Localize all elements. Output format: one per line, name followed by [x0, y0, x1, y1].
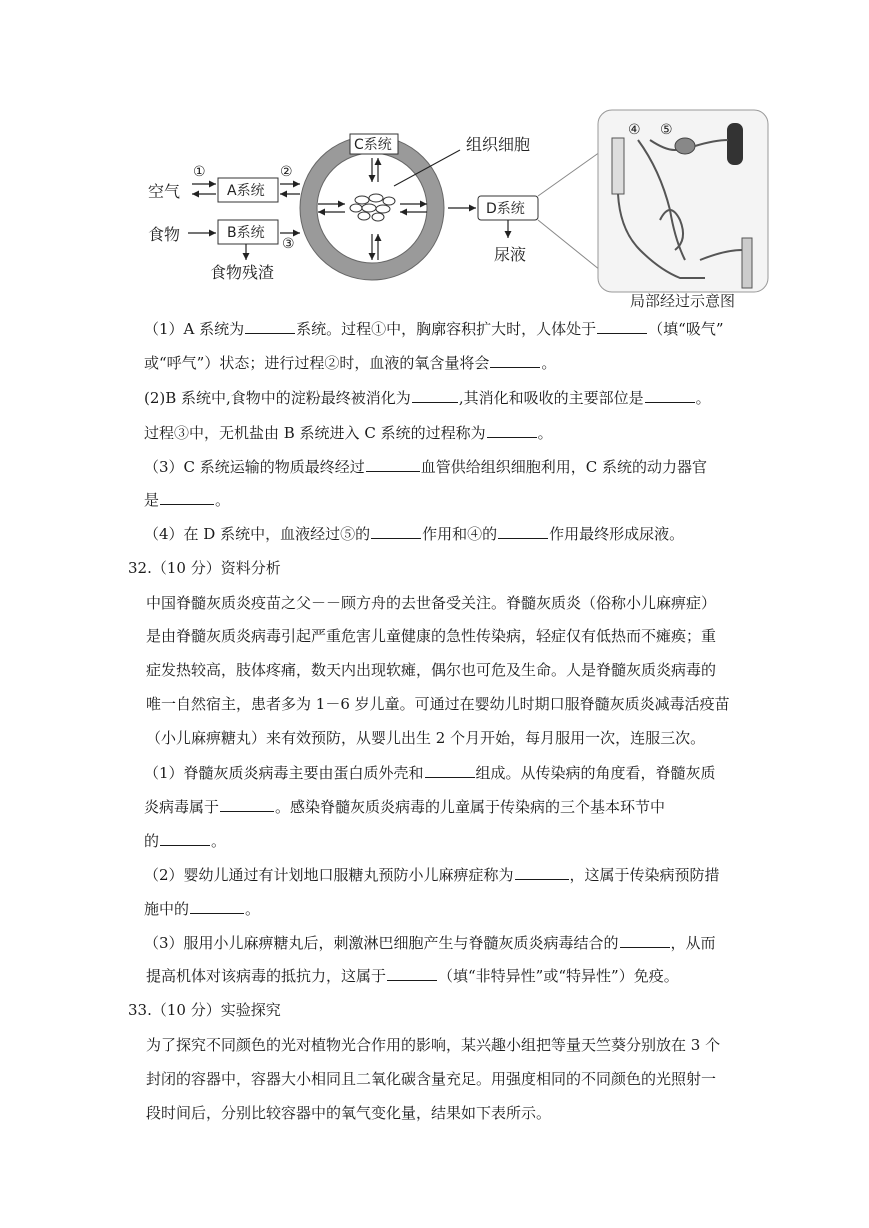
q33-passage-line-2: 封闭的容器中，容器大小相同且二氧化碳含量充足。用强度相同的不同颜色的光照射一: [146, 1070, 717, 1088]
q33-header: 33.（10 分）实验探究: [128, 1001, 281, 1019]
answer-blank[interactable]: [160, 489, 214, 505]
air-label: 空气: [148, 182, 181, 201]
answer-blank[interactable]: [487, 422, 537, 438]
q32-passage-line-4: 唯一自然宿主，患者多为 1－6 岁儿童。可通过在婴幼儿时期口服脊髓灰质炎减毒活疫苗: [146, 695, 730, 713]
answer-blank[interactable]: [190, 898, 244, 914]
mark-5: ⑤: [660, 122, 673, 138]
q32-item-1-line-3: 的 。: [144, 832, 227, 850]
d-system-label: D系统: [486, 201, 525, 217]
answer-blank[interactable]: [220, 796, 274, 812]
answer-blank[interactable]: [620, 932, 670, 948]
food-label: 食物: [148, 225, 181, 244]
inset-caption: 局部经过示意图: [630, 292, 736, 310]
urine-label: 尿液: [494, 245, 527, 264]
answer-blank[interactable]: [515, 864, 569, 880]
answer-blank[interactable]: [645, 387, 695, 403]
q31-item-3-line-2: 是 。: [144, 491, 231, 509]
q31-item-2-line-2: 过程③中，无机盐由 B 系统进入 C 系统的过程称为 。: [144, 424, 553, 442]
mark-4: ④: [628, 122, 641, 138]
q32-item-3-line-1: （3）服用小儿麻痹糖丸后，刺激淋巴细胞产生与脊髓灰质炎病毒结合的 ，从而: [144, 934, 716, 952]
q32-passage-line-5: （小儿麻痹糖丸）来有效预防，从婴儿出生 2 个月开始，每月服用一次，连服三次。: [146, 729, 706, 747]
q32-item-3-line-2: 提高机体对该病毒的抵抗力，这属于 （填“非特异性”或“特异性”）免疫。: [146, 967, 679, 985]
q32-header: 32.（10 分）资料分析: [128, 559, 281, 577]
human-body-systems-diagram: [140, 100, 780, 315]
q32-item-1-line-1: （1）脊髓灰质炎病毒主要由蛋白质外壳和 组成。从传染病的角度看，脊髓灰质: [144, 764, 716, 782]
q32-passage-line-2: 是由脊髓灰质炎病毒引起严重危害儿童健康的急性传染病，轻症仅有低热而不瘫痪；重: [146, 627, 717, 645]
process-3-mark: ③: [282, 236, 295, 252]
answer-blank[interactable]: [160, 830, 210, 846]
answer-blank[interactable]: [387, 965, 437, 981]
q31-item-1-line-1: （1）A 系统为 系统。过程①中，胸廓容积扩大时，人体处于 （填“吸气”: [144, 320, 724, 338]
c-system-label: C系统: [354, 137, 392, 153]
process-2-mark: ②: [280, 164, 293, 180]
q31-item-3-line-1: （3）C 系统运输的物质最终经过 血管供给组织细胞利用，C 系统的动力器官: [144, 458, 708, 476]
q32-passage-line-1: 中国脊髓灰质炎疫苗之父－－顾方舟的去世备受关注。脊髓灰质炎（俗称小儿麻痹症）: [146, 594, 717, 612]
answer-blank[interactable]: [245, 318, 295, 334]
a-system-label: A系统: [227, 183, 265, 199]
answer-blank[interactable]: [498, 523, 548, 539]
q33-passage-line-1: 为了探究不同颜色的光对植物光合作用的影响，某兴趣小组把等量天竺葵分别放在 3 个: [146, 1036, 721, 1054]
process-1-mark: ①: [193, 164, 206, 180]
answer-blank[interactable]: [597, 318, 647, 334]
answer-blank[interactable]: [412, 387, 458, 403]
q31-item-4: （4）在 D 系统中，血液经过⑤的 作用和④的 作用最终形成尿液。: [144, 525, 685, 543]
q33-passage-line-3: 段时间后，分别比较容器中的氧气变化量，结果如下表所示。: [146, 1104, 552, 1122]
answer-blank[interactable]: [490, 352, 540, 368]
q31-item-1-line-2: 或“呼气”）状态；进行过程②时，血液的氧含量将会 。: [144, 354, 557, 372]
answer-blank[interactable]: [425, 762, 475, 778]
q32-item-2-line-2: 施中的 。: [144, 900, 261, 918]
tissue-cells-label: 组织细胞: [466, 135, 531, 154]
b-system-label: B系统: [227, 225, 265, 241]
answer-blank[interactable]: [366, 456, 420, 472]
q32-item-2-line-1: （2）婴幼儿通过有计划地口服糖丸预防小儿麻痹症称为 ，这属于传染病预防措: [144, 866, 720, 884]
q32-item-1-line-2: 炎病毒属于 。感染脊髓灰质炎病毒的儿童属于传染病的三个基本环节中: [144, 798, 666, 816]
q31-item-2-line-1: (2)B 系统中,食物中的淀粉最终被消化为 ,其消化和吸收的主要部位是 。: [144, 389, 711, 407]
food-residue-label: 食物残渣: [210, 263, 275, 282]
answer-blank[interactable]: [371, 523, 421, 539]
q32-passage-line-3: 症发热较高，肢体疼痛，数天内出现软瘫，偶尔也可危及生命。人是脊髓灰质炎病毒的: [146, 661, 717, 679]
